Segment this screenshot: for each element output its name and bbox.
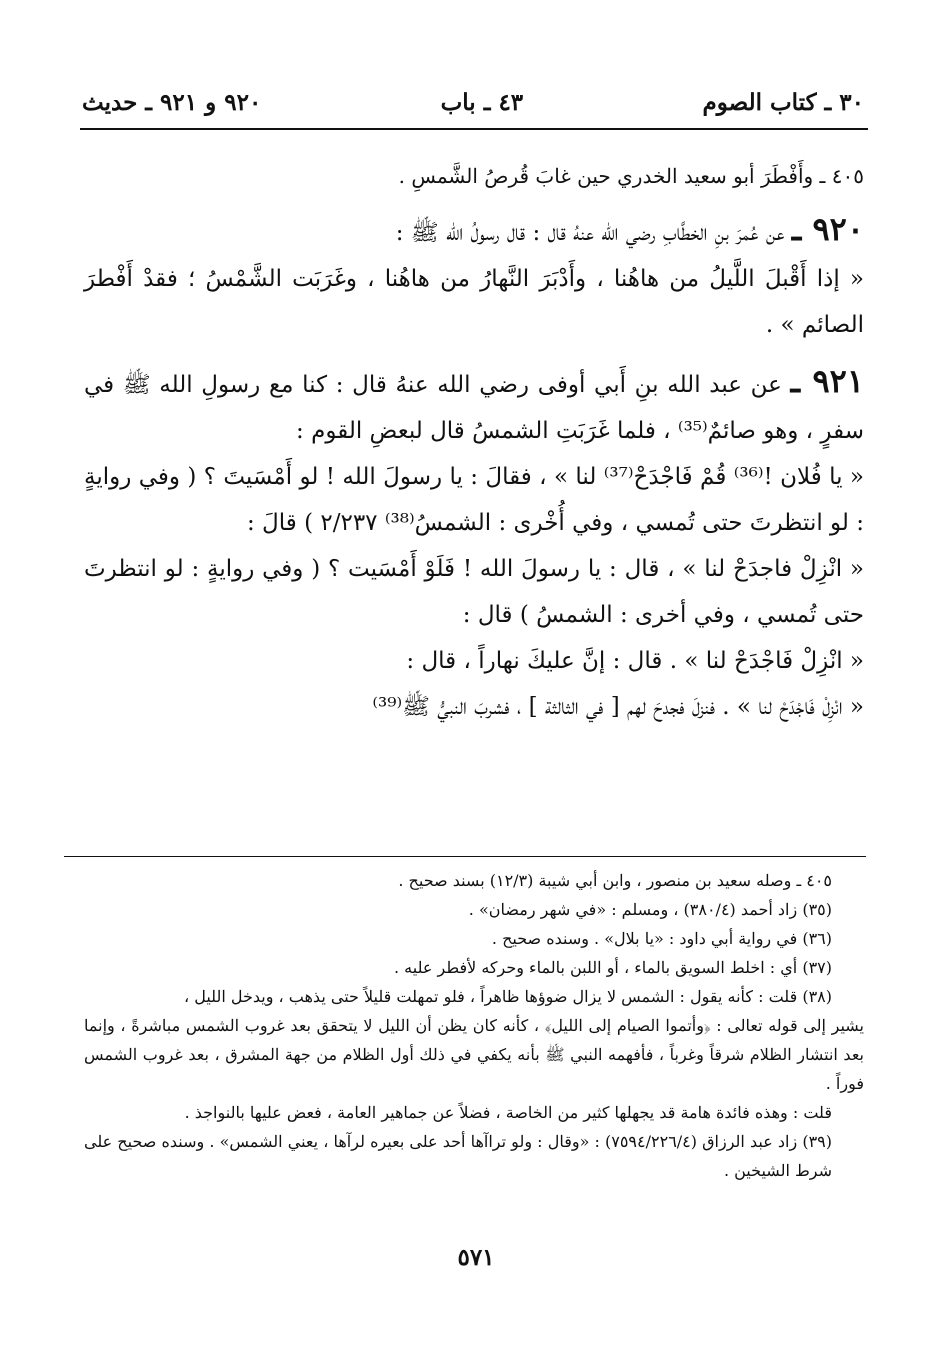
main-text — [84, 156, 864, 730]
footnote-37: (٣٧) أي : اخلط السويق بالماء ، أو اللبن بالماء وحركه لأفطر عليه . — [394, 958, 832, 977]
header-book-title: ٣٠ ـ كتاب الصوم — [702, 88, 864, 116]
footnote-405: ٤٠٥ ـ وصله سعيد بن منصور ، وابن أبي شيبة (١٢/٣) بسند صحيح . — [398, 871, 832, 890]
footnote-38-continued: يشير إلى قوله تعالى : ﴿وأتموا الصيام إلى الليل﴾ ، كأنه كان يظن أن الليل لا يتحقق بعد غروب الشمس مباشرةً ، وإنما بعد انتشار الظلام شرقاً وغرباً ، فأفهمه النبي ﷺ بأنه يكفي في ذلك أول الظلام من جهة المشرق ، بعد غروب الشمس فوراً . — [84, 1016, 864, 1093]
hadith-921-para-3: « انْزِلْ فَاجْدَحْ لنا » . قال : إنَّ عليكَ نهاراً ، قال : — [406, 648, 864, 674]
page-number: ٥٧١ — [457, 1244, 495, 1271]
footnotes — [84, 866, 864, 1185]
running-header — [82, 82, 864, 122]
header-chapter: ٤٣ ـ باب — [440, 88, 524, 116]
footnote-36: (٣٦) في رواية أبي داود : «يا بلال» . وسنده صحيح . — [491, 929, 832, 948]
hadith-921-para-2: « انْزِلْ فاجدَحْ لنا » ، قال : يا رسولَ الله ! فَلَوْ أَمْسَيت ؟ ( وفي روايةٍ : لو انتظرتَ حتى تُمسي ، وفي أخرى : الشمسُ ) قال : — [84, 556, 864, 628]
footnote-38-remark: قلت : وهذه فائدة هامة قد يجهلها كثير من الخاصة ، فضلاً عن جماهير العامة ، فعض عليها بالنواجذ . — [184, 1103, 832, 1122]
footnote-39: (٣٩) زاد عبد الرزاق (٧٥٩٤/٢٢٦/٤) : «وقال : ولو تراآها أحد على بعيره لرآها ، يعني الشمس» . وسنده صحيح على شرط الشيخين . — [84, 1132, 832, 1180]
hadith-921-number: ٩٢١ ـ — [790, 362, 864, 400]
hadith-921-para-4: « انْزِلْ فَاجْدَحْ لنا » . فنزلَ فجدحَ لهم [ في الثالثة ] ، فشربَ النبيُّ ﷺ⁽³⁹⁾ — [372, 694, 864, 720]
header-divider — [80, 128, 868, 130]
hadith-921-intro — [84, 358, 864, 454]
footnote-35: (٣٥) زاد أحمد (٣٨٠/٤) ، ومسلم : «في شهر رمضان» . — [468, 900, 832, 919]
header-hadith-numbers: ٩٢٠ و ٩٢١ ـ حديث — [82, 88, 262, 116]
hadith-920-number: ٩٢٠ ـ — [791, 210, 864, 248]
hadith-920-intro — [84, 206, 864, 256]
hadith-921-isnad: عن عبد الله بنِ أَبي أوفى رضي الله عنهُ قال : كنا مع رسولِ الله ﷺ في سفرٍ ، وهو صائمٌ⁽³⁵⁾ ، فلما غَرَبَتِ الشمسُ قال لبعضِ القوم : — [84, 372, 864, 444]
hadith-920-isnad: عن عُمرَ بنِ الخطَّابِ رضي الله عنهُ قال : قال رسولُ الله ﷺ : — [395, 220, 785, 246]
athar-405: ٤٠٥ ـ وأَفْطَرَ أبو سعيد الخدري حين غابَ قُرصُ الشَّمسِ . — [398, 164, 864, 188]
footnote-38: (٣٨) قلت : كأنه يقول : الشمس لا يزال ضوؤها ظاهراً ، فلو تمهلت قليلاً حتى يذهب ، ويدخل الليل ، — [183, 987, 832, 1006]
hadith-921-para-1: « يا فُلان !⁽³⁶⁾ قُمْ فَاجْدَحْ⁽³⁷⁾ لنا » ، فقالَ : يا رسولَ الله ! لو أَمْسَيتَ ؟ ( وفي روايةٍ : لو انتظرتَ حتى تُمسي ، وفي أُخْرى : الشمسُ⁽³⁸⁾ ٢/٢٣٧ ) قالَ : — [84, 464, 864, 536]
footnote-divider — [64, 856, 866, 857]
hadith-920-text: « إذا أَقْبلَ اللَّيلُ من هاهُنا ، وأَدْبَرَ النَّهارُ من هاهُنا ، وغَرَبَت الشَّمْسُ ؛ فقدْ أَفْطرَ الصائم » . — [84, 266, 864, 338]
